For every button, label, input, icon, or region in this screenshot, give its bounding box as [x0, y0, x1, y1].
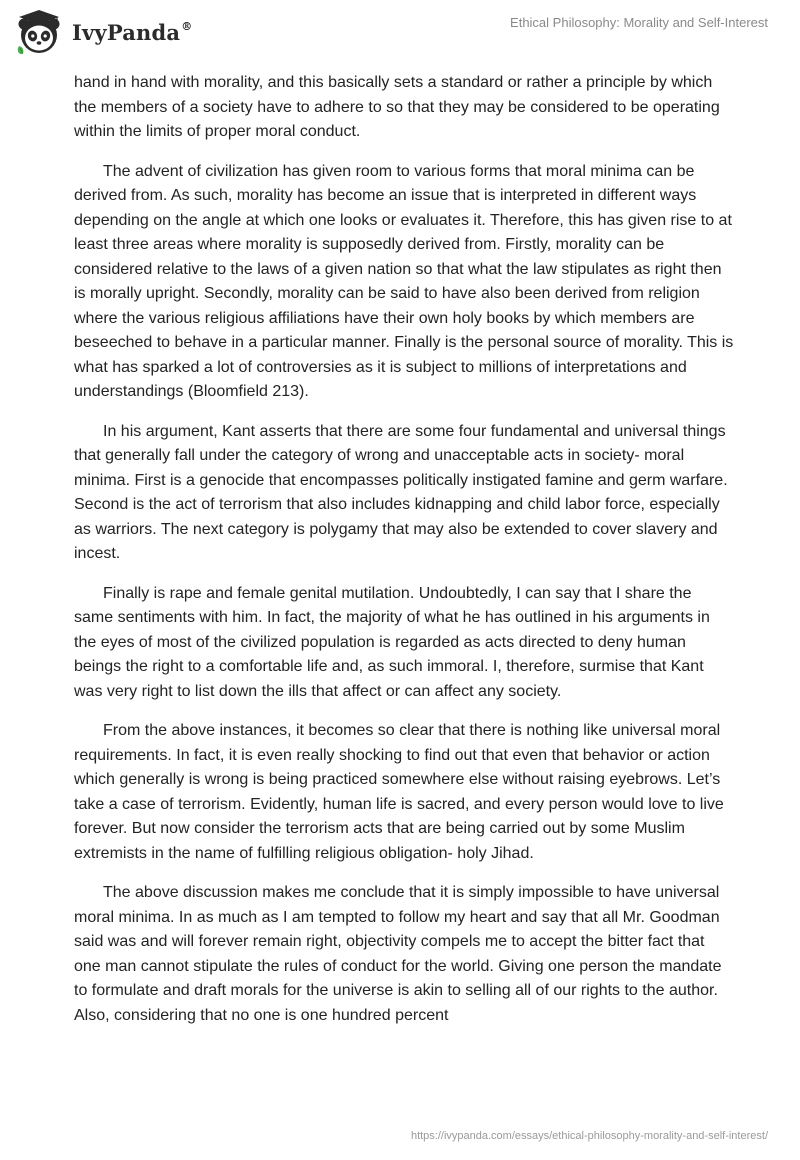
page-header — [0, 0, 800, 70]
paragraph: Finally is rape and female genital mutilation. Undoubtedly, I can say that I share the same sentiments with him. In fact, the majority of what he has outlined in his arguments in the eyes of most of the civilized population is regarded as acts directed to deny human beings the right to a comfortable life and, as such immoral. I, therefore, surmise that Kant was very right to list down the ills that affect or can affect any society. — [74, 584, 710, 700]
registered-mark: ® — [181, 19, 193, 33]
brand-name: IvyPanda® — [72, 19, 193, 45]
paragraph: The above discussion makes me conclude that it is simply impossible to have universal moral minima. In as much as I am tempted to follow my heart and say that all Mr. Goodman said was and will forever remain right, objectivity compels me to accept the bitter fact that one man cannot stipulate the rules of conduct for the world. Giving one person the mandate to formulate and draft morals for the universe is akin to selling all of our rights to the author. Also, considering that no one is one hundred percent — [74, 884, 722, 1024]
paragraph: In his argument, Kant asserts that there are some four fundamental and universal things that generally fall under the category of wrong and unacceptable acts in society- moral minima. First is a genocide that encompasses politically instigated famine and germ warfare. Second is the act of terrorism that also includes kidnapping and child labor force, especially as warriors. The next category is polygamy that may also be extended to cover slavery and incest. — [74, 422, 728, 562]
ivypanda-logo[interactable] — [14, 8, 192, 58]
panda-graduate-logo-icon — [14, 8, 64, 58]
source-url[interactable]: https://ivypanda.com/essays/ethical-philosophy-morality-and-self-interest/ — [410, 1130, 768, 1142]
essay-body — [74, 71, 734, 1043]
paragraph: From the above instances, it becomes so clear that there is nothing like universal moral requirements. In fact, it is even really shocking to find out that even that behavior or action which generally is wrong is being practiced somewhere else without raising eyebrows. Let’s take a case of terrorism. Evidently, human life is sacred, and every person would love to live forever. But now consider the terrorism acts that are being carried out by some Muslim extremists in the name of fulfilling religious obligation- holy Jihad. — [74, 722, 724, 862]
document-title: Ethical Philosophy: Morality and Self-Interest — [510, 15, 768, 30]
paragraph: hand in hand with morality, and this basically sets a standard or rather a principle by which the members of a society have to adhere to so that they may be considered to be operating within the limits of proper moral conduct. — [74, 74, 720, 140]
paragraph: The advent of civilization has given room to various forms that moral minima can be derived from. As such, morality has become an issue that is interpreted in different ways depending on the angle at which one looks or evaluates it. Therefore, this has given rise to at least three areas where morality is supposedly derived from. Firstly, morality can be considered relative to the laws of a given nation so that what the law stipulates as right then is morally upright. Secondly, morality can be said to have also been derived from religion where the various religious affiliations have their own holy books by which members are beseeched to behave in a particular manner. Finally is the personal source of morality. This is what has sparked a lot of controversies as it is subject to millions of interpretations and understandings (Bloomfield 213). — [74, 162, 734, 400]
